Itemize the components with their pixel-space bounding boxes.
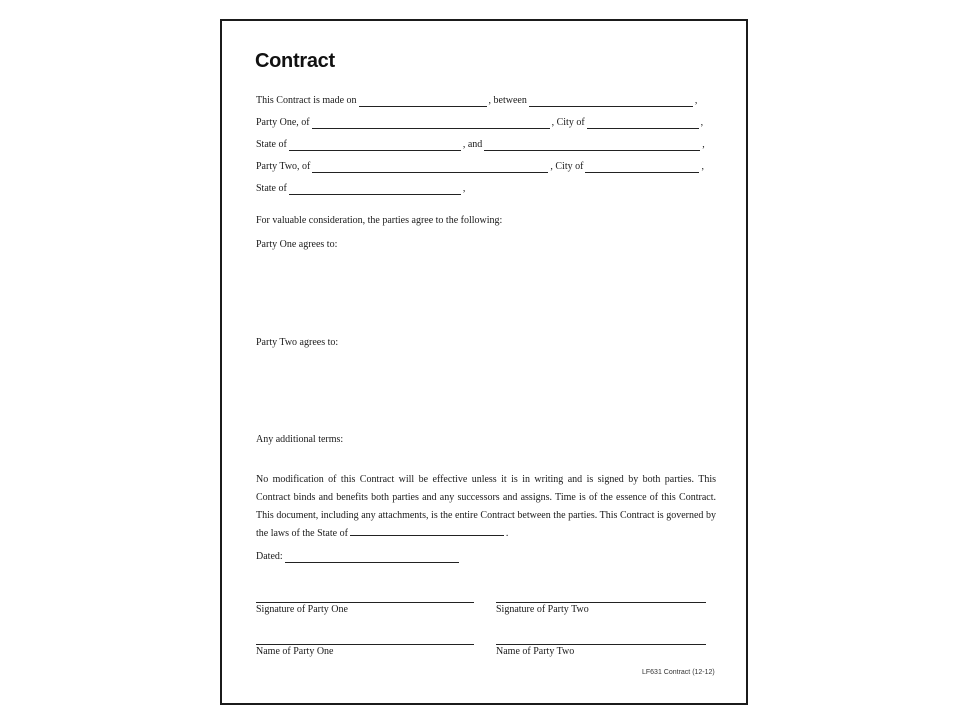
party-one-name-field[interactable] bbox=[529, 96, 693, 107]
party-two-terms-area[interactable] bbox=[256, 352, 716, 426]
state-of-label: State of bbox=[256, 183, 287, 194]
contract-date-field[interactable] bbox=[359, 96, 487, 107]
party-two-city-field[interactable] bbox=[585, 162, 699, 173]
signature-party-one-line[interactable] bbox=[256, 602, 474, 603]
party-one-state-field[interactable] bbox=[289, 140, 461, 151]
governing-state-field[interactable] bbox=[350, 526, 504, 536]
party-one-agrees-label: Party One agrees to: bbox=[256, 239, 338, 250]
comma-text: , bbox=[462, 183, 466, 194]
name-party-two-label: Name of Party Two bbox=[496, 646, 575, 657]
state-of-label: State of bbox=[256, 139, 287, 150]
contract-title: Contract bbox=[255, 50, 335, 72]
signature-party-one-label: Signature of Party One bbox=[256, 604, 348, 615]
signature-party-two-line[interactable] bbox=[496, 602, 706, 603]
city-of-label: , City of bbox=[551, 117, 585, 128]
party-one-address-row bbox=[256, 117, 703, 129]
party-two-state-row bbox=[256, 183, 465, 195]
city-of-label: , City of bbox=[550, 161, 584, 172]
party-two-agrees-heading bbox=[256, 337, 338, 349]
and-label: , and bbox=[462, 139, 483, 150]
party-two-address-row bbox=[256, 161, 704, 173]
party-one-agrees-heading bbox=[256, 239, 337, 251]
comma-text: , bbox=[694, 95, 698, 106]
party-one-city-field[interactable] bbox=[587, 118, 699, 129]
party-two-state-field[interactable] bbox=[289, 184, 461, 195]
made-on-label: This Contract is made on bbox=[256, 95, 357, 106]
boilerplate-text: No modification of this Contract will be effective unless it is in writing and is signed by both parties. This Contract binds and benefits both parties and any successors and assigns. Time is of the essence of this Contract. This document, including any attachments, is the entire Contract between the parties. This Contract is governed by the laws of the State of bbox=[256, 474, 716, 539]
made-on-row bbox=[256, 95, 697, 107]
consideration-label: For valuable consideration, the parties agree to the following: bbox=[256, 215, 503, 226]
party-two-agrees-label: Party Two agrees to: bbox=[256, 337, 339, 348]
dated-field[interactable] bbox=[285, 552, 459, 563]
dated-row bbox=[256, 551, 461, 563]
name-party-one-line[interactable] bbox=[256, 644, 474, 645]
signature-party-two-label: Signature of Party Two bbox=[496, 604, 589, 615]
form-footer-code: LF631 Contract (12-12) bbox=[642, 669, 715, 676]
comma-text: , bbox=[700, 117, 704, 128]
additional-terms-area[interactable] bbox=[256, 449, 716, 469]
additional-terms-label: Any additional terms: bbox=[256, 434, 344, 445]
name-party-two-line[interactable] bbox=[496, 644, 706, 645]
name-party-one-label: Name of Party One bbox=[256, 646, 334, 657]
between-label: , between bbox=[488, 95, 527, 106]
comma-text: , bbox=[702, 139, 705, 150]
party-two-address-field[interactable] bbox=[312, 162, 548, 173]
party-one-terms-area[interactable] bbox=[256, 254, 716, 328]
party-one-state-row bbox=[256, 139, 705, 151]
party-two-name-field[interactable] bbox=[484, 140, 700, 151]
dated-label: Dated: bbox=[256, 551, 283, 562]
boilerplate-paragraph bbox=[256, 471, 716, 543]
period-text: . bbox=[505, 528, 509, 539]
comma-text: , bbox=[701, 161, 704, 172]
consideration-text bbox=[256, 215, 502, 227]
party-two-of-label: Party Two, of bbox=[256, 161, 311, 172]
party-one-of-label: Party One, of bbox=[256, 117, 310, 128]
party-one-address-field[interactable] bbox=[312, 118, 550, 129]
additional-terms-heading bbox=[256, 434, 343, 446]
